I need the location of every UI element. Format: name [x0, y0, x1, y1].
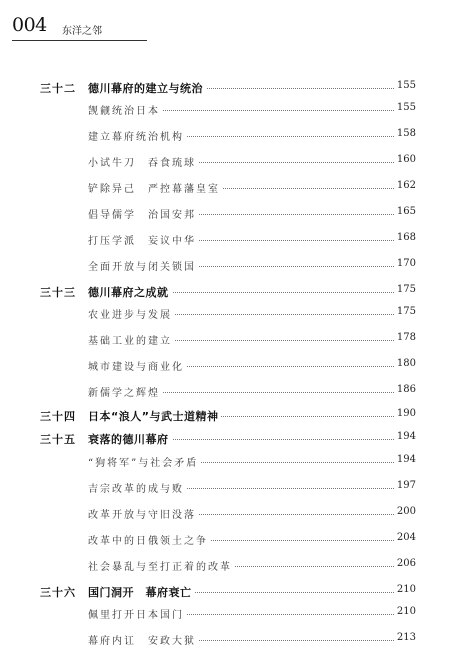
- section-title: 改革中的日俄领土之争: [88, 532, 211, 547]
- toc-section-entry[interactable]: [0, 126, 456, 144]
- page-ref: 155: [394, 102, 416, 113]
- section-title: 建立幕府统治机构: [88, 128, 187, 143]
- toc-section-entry[interactable]: [0, 452, 456, 470]
- chapter-title: 衰落的德川幕府: [88, 431, 172, 447]
- page-ref: 194: [394, 431, 416, 442]
- toc-section-entry[interactable]: [0, 178, 456, 196]
- section-title: 改革开放与守旧没落: [88, 506, 199, 521]
- chapter-title: 德川幕府之成就: [88, 284, 172, 300]
- page-ref: 175: [394, 306, 416, 317]
- section-title: “狗将军”与社会矛盾: [88, 454, 201, 469]
- toc-section-entry[interactable]: [0, 504, 456, 522]
- toc-section-entry[interactable]: [0, 556, 456, 574]
- toc-section-entry[interactable]: [0, 604, 456, 622]
- page-ref: 210: [394, 584, 416, 595]
- toc-section-entry[interactable]: [0, 356, 456, 374]
- toc-section-entry[interactable]: [0, 100, 456, 118]
- page-ref: 204: [394, 532, 416, 543]
- page-ref: 186: [394, 384, 416, 395]
- page-ref: 158: [394, 128, 416, 139]
- toc-chapter-entry[interactable]: [0, 582, 456, 600]
- chapter-number: 三十三: [40, 286, 76, 299]
- page-ref: 197: [394, 480, 416, 491]
- toc-section-entry[interactable]: [0, 204, 456, 222]
- section-title: 佩里打开日本国门: [88, 606, 187, 621]
- section-title: 觊觎统治日本: [88, 102, 163, 117]
- page-ref: 165: [394, 206, 416, 217]
- toc-chapter-entry[interactable]: [0, 282, 456, 300]
- book-title: 东洋之邻: [62, 26, 102, 37]
- section-title: 铲除异己 严控幕藩皇室: [88, 180, 223, 195]
- section-title: 小试牛刀 吞食琉球: [88, 154, 199, 169]
- toc-section-entry[interactable]: [0, 630, 456, 648]
- toc-chapter-entry[interactable]: [0, 78, 456, 96]
- section-title: 农业进步与发展: [88, 306, 175, 321]
- toc-chapter-entry[interactable]: [0, 406, 456, 424]
- toc-section-entry[interactable]: [0, 230, 456, 248]
- page-ref: 200: [394, 506, 416, 517]
- page-ref: 213: [394, 632, 416, 643]
- section-title: 幕府内讧 安政大狱: [88, 632, 199, 647]
- page-ref: 180: [394, 358, 416, 369]
- toc-section-entry[interactable]: [0, 256, 456, 274]
- chapter-number: 三十四: [40, 410, 76, 423]
- toc-section-entry[interactable]: [0, 530, 456, 548]
- section-title: 社会暴乱与至打正着的改革: [88, 558, 235, 573]
- toc-section-entry[interactable]: [0, 304, 456, 322]
- toc-section-entry[interactable]: [0, 330, 456, 348]
- chapter-title: 国门洞开 幕府衰亡: [88, 584, 195, 600]
- chapter-number: 三十五: [40, 433, 76, 446]
- page-ref: 160: [394, 154, 416, 165]
- chapter-number: 三十六: [40, 586, 76, 599]
- section-title: 新儒学之辉煌: [88, 384, 163, 399]
- page-ref: 190: [394, 408, 416, 419]
- section-title: 吉宗改革的成与败: [88, 480, 187, 495]
- page-number: 004: [12, 14, 47, 36]
- page-ref: 206: [394, 558, 416, 569]
- page-ref: 162: [394, 180, 416, 191]
- toc-chapter-entry[interactable]: [0, 429, 456, 447]
- page-ref: 178: [394, 332, 416, 343]
- toc-section-entry[interactable]: [0, 382, 456, 400]
- page-ref: 175: [394, 284, 416, 295]
- section-title: 倡导儒学 治国安邦: [88, 206, 199, 221]
- toc-section-entry[interactable]: [0, 152, 456, 170]
- section-title: 基础工业的建立: [88, 332, 175, 347]
- page-ref: 155: [394, 80, 416, 91]
- section-title: 打压学派 妄议中华: [88, 232, 199, 247]
- section-title: 全面开放与闭关锁国: [88, 258, 199, 273]
- chapter-title: 日本“浪人”与武士道精神: [88, 408, 221, 424]
- chapter-number: 三十二: [40, 82, 76, 95]
- section-title: 城市建设与商业化: [88, 358, 187, 373]
- chapter-title: 德川幕府的建立与统治: [88, 80, 206, 96]
- page-ref: 170: [394, 258, 416, 269]
- toc-section-entry[interactable]: [0, 478, 456, 496]
- page-ref: 168: [394, 232, 416, 243]
- page-ref: 210: [394, 606, 416, 617]
- page-ref: 194: [394, 454, 416, 465]
